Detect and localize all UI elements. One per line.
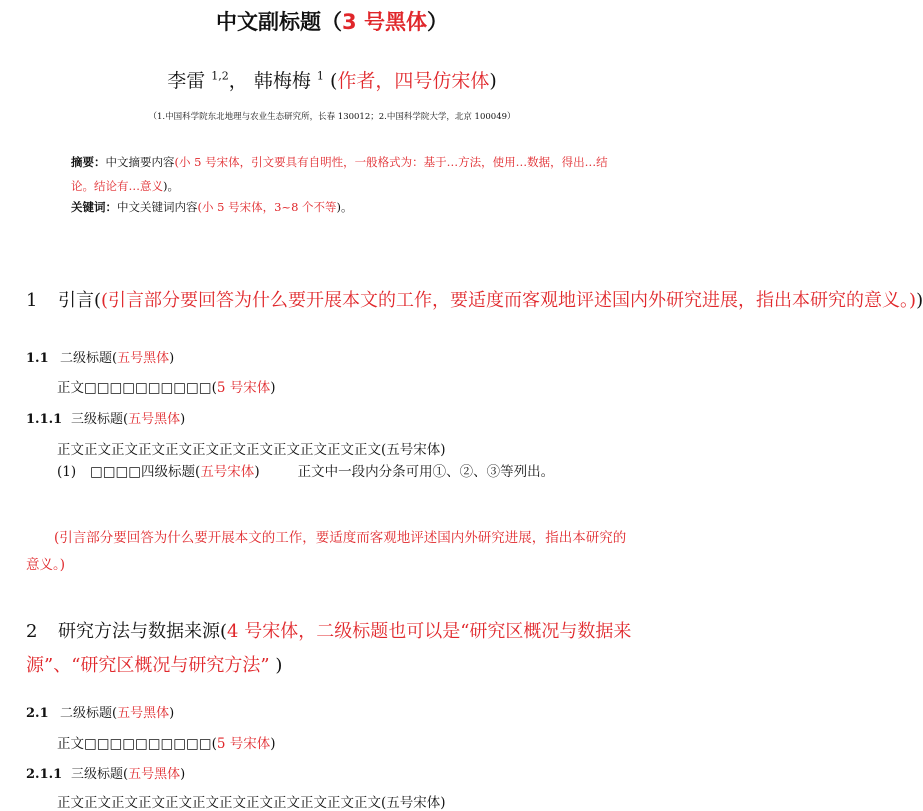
section-2-1-1-heading: 2.1.1 三级标题(五号黑体) <box>26 767 186 782</box>
introduction-note: (引言部分要回答为什么要开展本文的工作，要适度而客观地评述国内外研究进展，指出本研究的意义。) <box>26 530 627 573</box>
affiliation: （1.中国科学院东北地理与农业生态研究所，长春 130012；2.中国科学院大学，北京 100049） <box>148 112 516 122</box>
section-1-1-1-heading: 1.1.1 三级标题(五号黑体) <box>26 412 186 427</box>
section-2-1-body: 正文□□□□□□□□□□(5 号宋体) <box>57 736 276 752</box>
page-title: 中文副标题（3 号黑体） <box>216 10 448 34</box>
section-1-1-heading: 1.1 二级标题(五号黑体) <box>26 351 175 366</box>
list-item-1: (1) □□□□四级标题(五号宋体) 正文中一段内分条可用①、②、③等列出。 <box>57 464 555 480</box>
abstract: 摘要：中文摘要内容(小 5 号宋体，引文要具有自明性，一般格式为：基于…方法，使用…数据，得出…结论。结论有…意义)。 <box>71 155 608 193</box>
section-1-1-1-body: 正文正文正文正文正文正文正文正文正文正文正文正文(五号宋体) <box>57 442 446 458</box>
author-1-affil: 1,2 <box>211 69 229 83</box>
author-2: 韩梅梅 <box>253 70 311 92</box>
author-2-affil: 1 <box>316 69 324 83</box>
keywords: 关键词：中文关键词内容(小 5 号宋体，3~8 个不等)。 <box>71 200 353 214</box>
section-2-heading: 2 研究方法与数据来源(4 号宋体，二级标题也可以是“研究区概况与数据来源”、“研究区概况与研究方法” ) <box>26 621 632 676</box>
section-1-heading: 1 引言((引言部分要回答为什么要开展本文的工作，要适度而客观地评述国内外研究进展，指出本研究的意义。)) <box>26 290 923 311</box>
section-2-1-1-body: 正文正文正文正文正文正文正文正文正文正文正文正文(五号宋体) <box>57 795 446 811</box>
section-2-1-heading: 2.1 二级标题(五号黑体) <box>26 706 175 721</box>
author-line: 李雷 $^{1,2}$， 韩梅梅 $^1$ (作者，四号仿宋体) <box>167 69 497 92</box>
author-note: 作者，四号仿宋体 <box>337 70 490 92</box>
abstract-label: 摘要： <box>71 155 106 169</box>
section-1-1-body: 正文□□□□□□□□□□(5 号宋体) <box>57 380 276 396</box>
author-1: 李雷 <box>167 70 206 92</box>
keywords-label: 关键词： <box>71 200 117 214</box>
